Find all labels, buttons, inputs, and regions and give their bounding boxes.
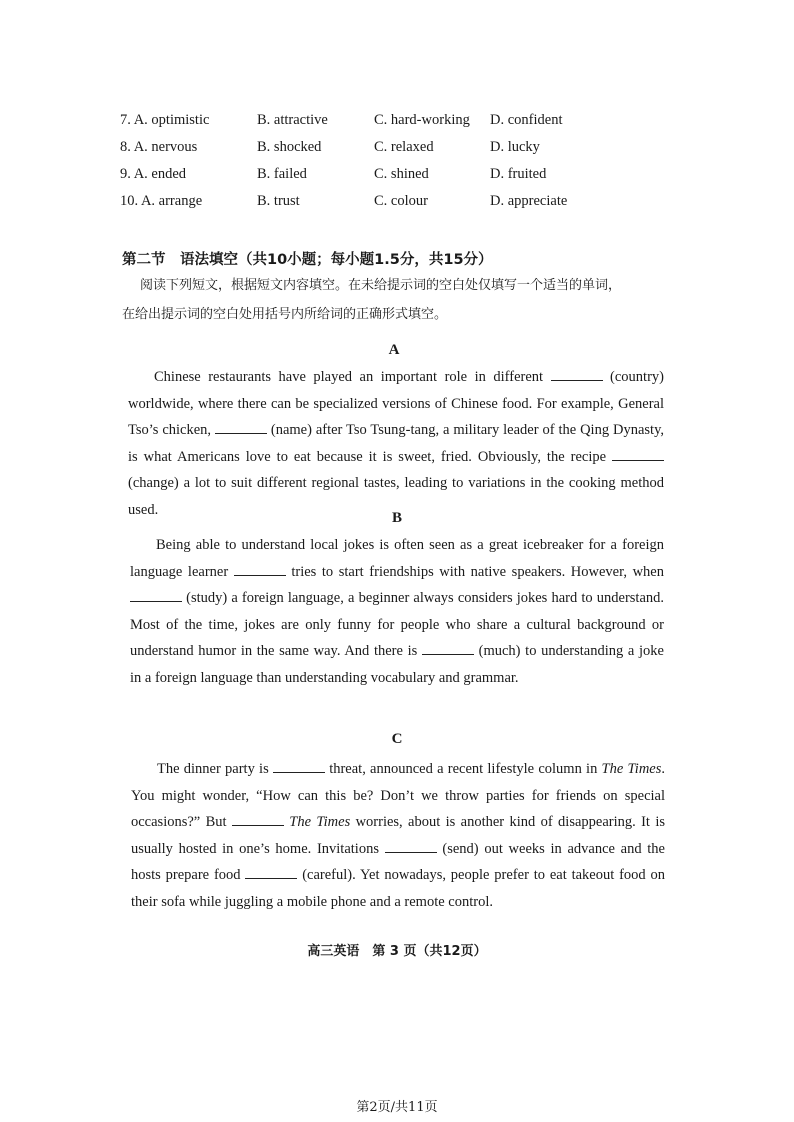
section-instruction-line-1: 阅读下列短文，根据短文内容填空。在未给提示词的空白处仅填写一个适当的单词，: [140, 278, 622, 293]
blank-field[interactable]: [273, 762, 325, 773]
passage-a-letter: A: [388, 342, 400, 358]
passage-c-text: threat, announced a recent lifestyle column in: [324, 761, 602, 777]
blank-field[interactable]: [245, 868, 297, 879]
passage-c-text: . You might wonder, “How can this be? Don’t we throw parties for friends on special occasions?” But: [131, 761, 665, 830]
passage-a-text: (name) after Tso Tsung-tang, a military leader of the Qing Dynasty, is what Americans love to eat because it is sweet, fried. Obviously, the recipe: [128, 422, 665, 465]
passage-c-text: The dinner party is: [157, 761, 273, 777]
section-heading: 第二节 语法填空（共10小题；每小题1.5分，共15分）: [122, 252, 493, 268]
passage-c-text: (send) out weeks in advance and the hosts prepare food: [131, 840, 665, 883]
option-d: D. confident: [490, 112, 563, 128]
section-instruction-line-2: 在给出提示词的空白处用括号内所给词的正确形式填空。: [122, 307, 448, 322]
newspaper-title: The Times: [289, 814, 351, 830]
passage-b-letter: B: [391, 510, 402, 526]
option-c: C. hard-working: [374, 112, 470, 128]
option-a: 10. A. arrange: [120, 193, 203, 209]
option-c: C. shined: [374, 166, 429, 182]
blank-field[interactable]: [612, 450, 664, 461]
blank-field[interactable]: [385, 842, 437, 853]
option-a: 8. A. nervous: [120, 139, 198, 155]
page-count: 第2页/共11页: [356, 1100, 438, 1115]
blank-field[interactable]: [215, 423, 267, 434]
passage-c-text: worries, about is another kind of disappearing. It is usually hosted in one’s home. Invitations: [131, 814, 665, 857]
option-b: B. shocked: [257, 139, 322, 155]
passage-c: [131, 756, 665, 915]
passage-c-text: (careful). Yet nowadays, people prefer to eat takeout food on their sofa while juggling a mobile phone and a remote control.: [131, 867, 666, 910]
option-d: D. lucky: [490, 139, 540, 155]
option-b: B. failed: [257, 166, 307, 182]
passage-b-text: (study) a foreign language, a beginner always considers jokes hard to understand. Most of the time, jokes are only funny for people who share a cultural background or understand humor in the same way. And there is: [130, 590, 664, 659]
option-d: D. fruited: [490, 166, 547, 182]
blank-field[interactable]: [234, 565, 286, 576]
passage-a-text: (country) worldwide, where there can be specialized versions of Chinese food. For example, General Tso’s chicken,: [128, 369, 664, 438]
blank-field[interactable]: [232, 815, 284, 826]
option-b: B. trust: [257, 193, 300, 209]
option-a: 7. A. optimistic: [120, 112, 210, 128]
option-row-9: [120, 166, 640, 193]
passage-c-letter: C: [391, 731, 403, 747]
option-a: 9. A. ended: [120, 166, 187, 182]
answer-options: [120, 112, 640, 220]
blank-field[interactable]: [422, 644, 474, 655]
page-footer: 高三英语 第 3 页（共12页）: [307, 944, 487, 959]
passage-b: [130, 532, 664, 691]
blank-field[interactable]: [130, 591, 182, 602]
passage-a-text: (change) a lot to suit different regional tastes, leading to variations in the cooking method used.: [128, 475, 664, 518]
passage-b-text: tries to start friendships with native speakers. However, when: [285, 563, 664, 580]
option-c: C. colour: [374, 193, 428, 209]
passage-b-text: Being able to understand local jokes is often seen as a great icebreaker for a foreign language learner: [130, 537, 664, 580]
blank-field[interactable]: [551, 370, 603, 381]
option-row-8: [120, 139, 640, 166]
option-d: D. appreciate: [490, 193, 568, 209]
passage-b-text: (much) to understanding a joke in a foreign language than understanding vocabulary and grammar.: [130, 643, 664, 686]
passage-a: [128, 364, 664, 523]
passage-a-text: Chinese restaurants have played an important role in different: [154, 369, 551, 385]
newspaper-title: The Times: [601, 761, 662, 777]
option-row-10: [120, 193, 640, 220]
option-row-7: [120, 112, 640, 139]
option-c: C. relaxed: [374, 139, 434, 155]
option-b: B. attractive: [257, 112, 328, 128]
